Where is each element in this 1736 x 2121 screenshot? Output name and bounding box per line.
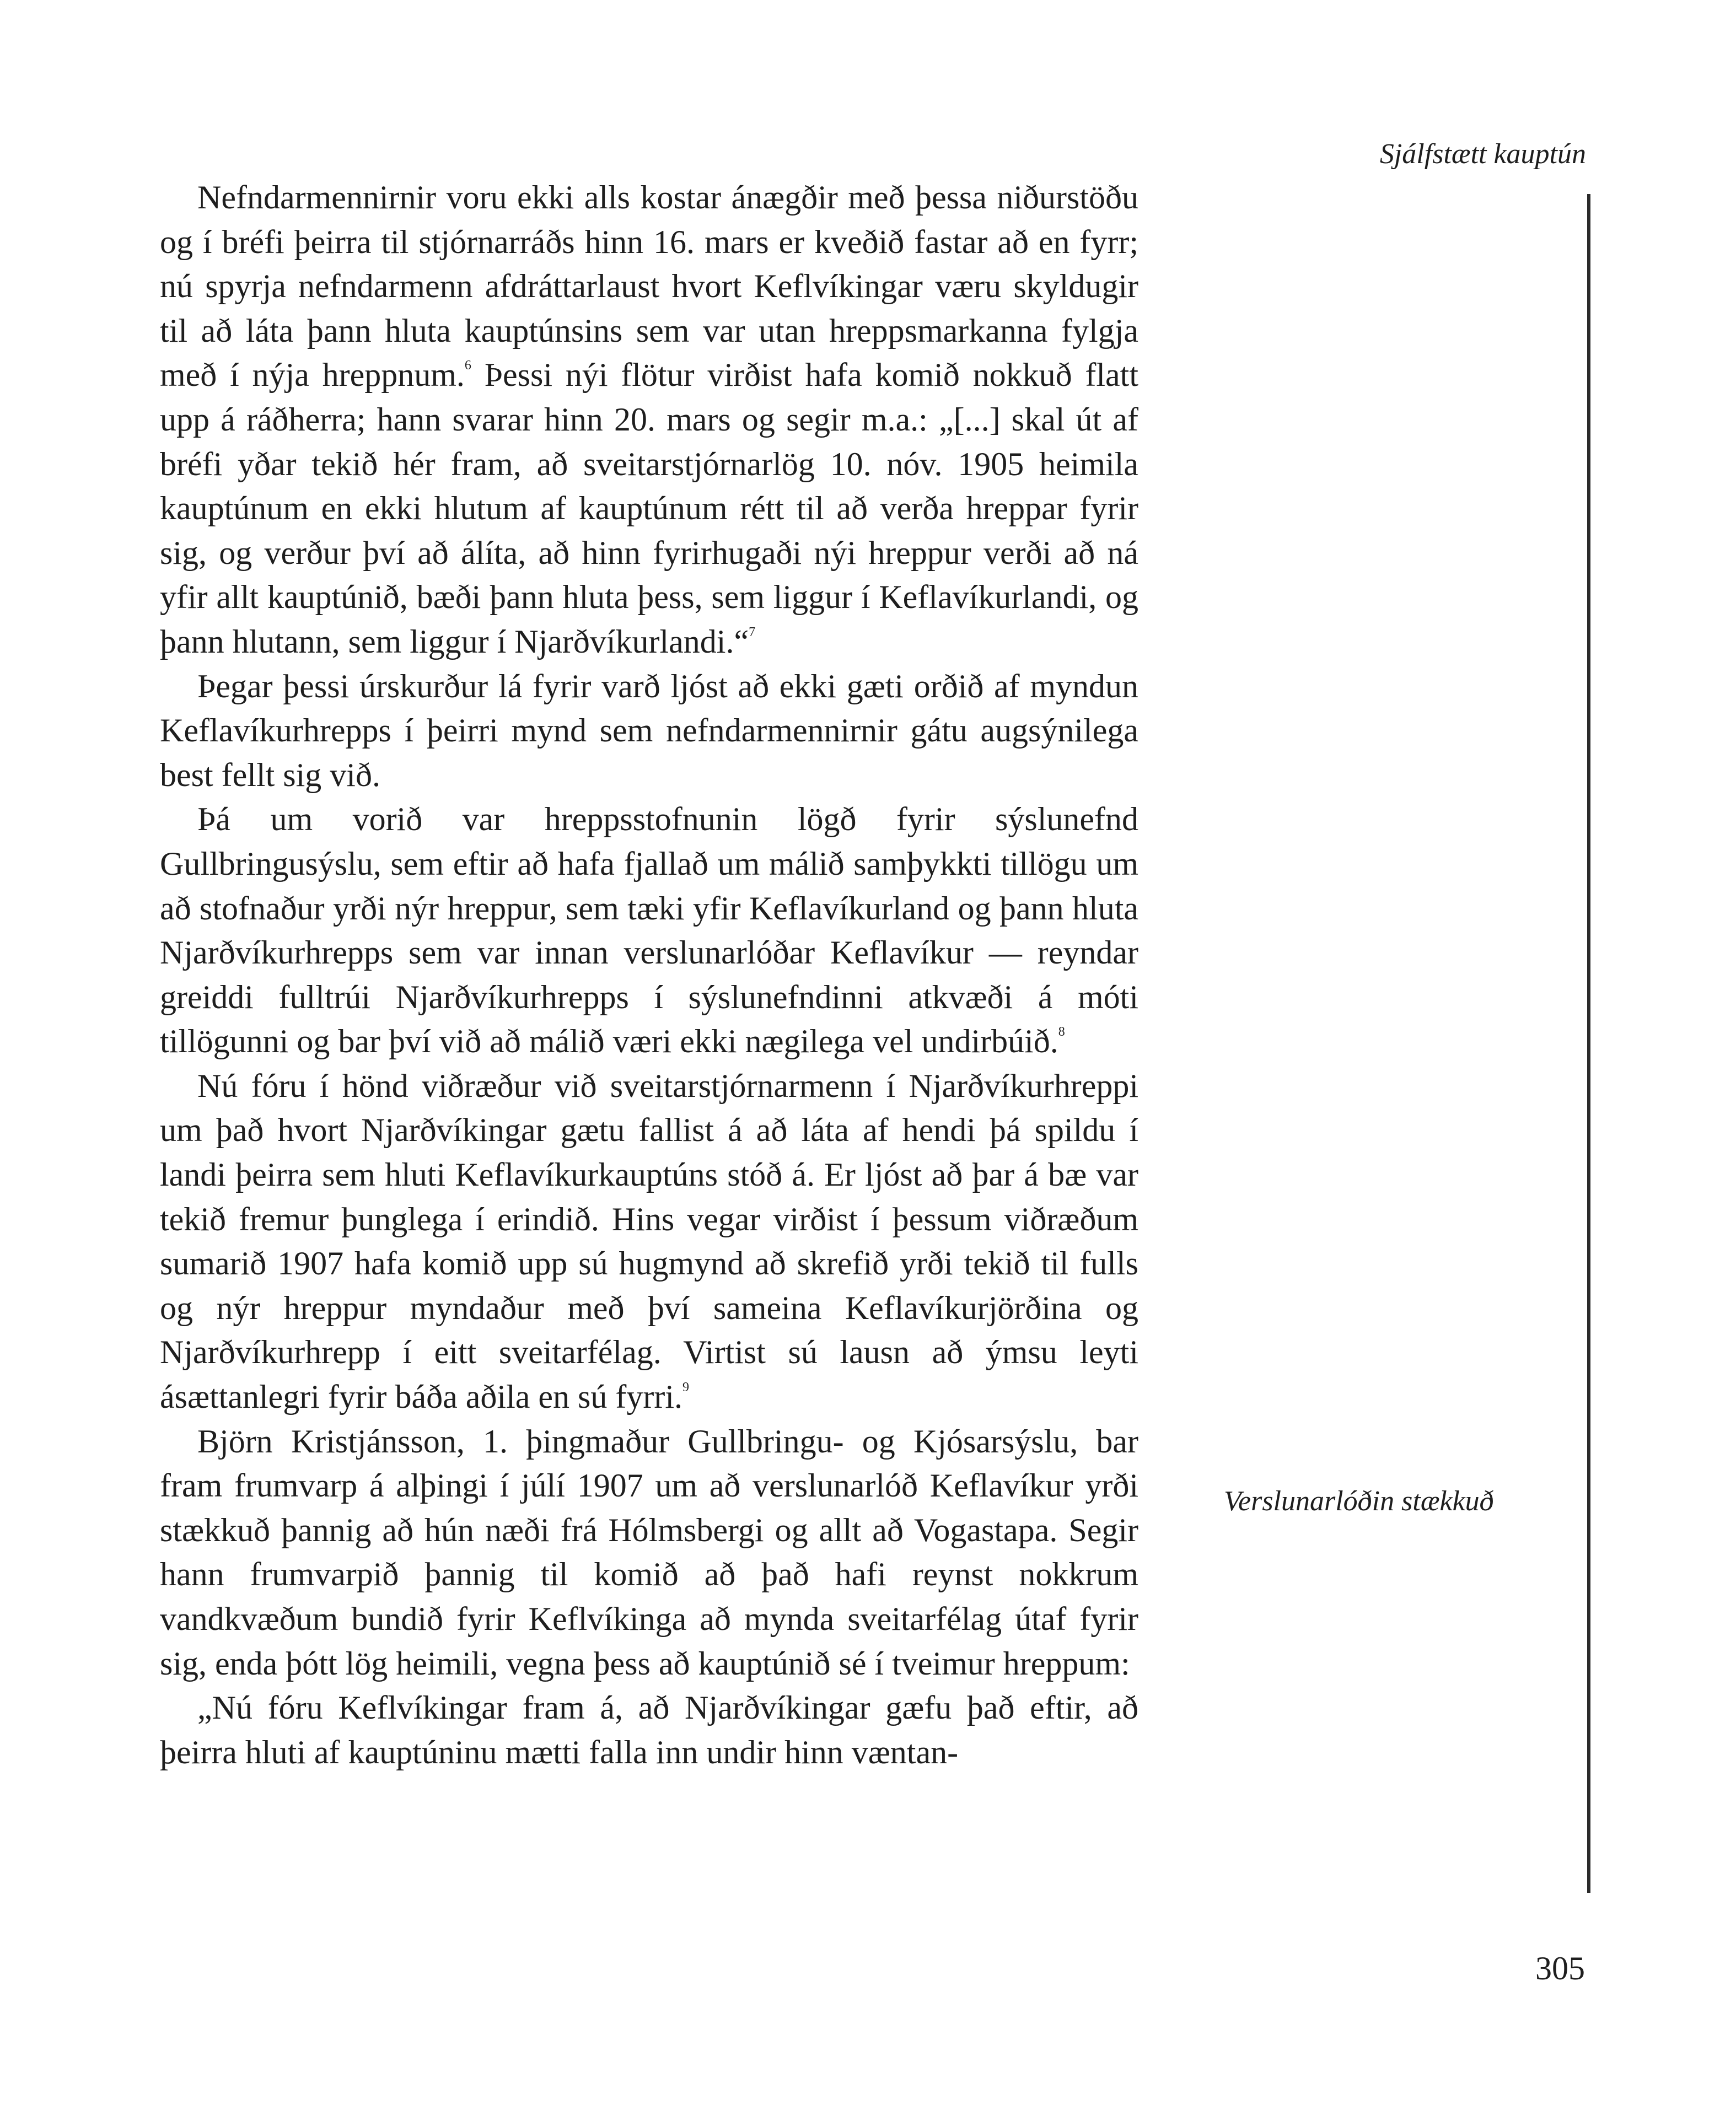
paragraph-1: Nefndarmennirnir voru ekki alls kostar ánægðir með þessa niðurstöðu og í bréfi þeirra til stjórnarráðs hinn 16. mars er kveðið fastar að en fyrr; nú spyrja nefndarmenn afdráttarlaust hvort Keflvíkingar væru skyldugir til að láta þann hluta kauptúnsins sem var utan hreppsmarkanna fylgja með í nýja hreppnum.$^6$ Þessi nýi flötur virðist hafa komið nokkuð flatt upp á ráðherra; hann svarar hinn 20. mars og segir m.a.: „[...] skal út af bréfi yðar tekið hér fram, að sveitarstjórnarlög 10. nóv. 1905 heimila kauptúnum en ekki hlutum af kauptúnum rétt til að verða hreppar fyrir sig, og verður því að álíta, að hinn fyrirhugaði nýi hreppur verði að ná yfir allt kauptúnið, bæði þann hluta þess, sem liggur í Keflavíkurlandi, og þann hlutann, sem liggur í Njarðvíkurlandi.“$^7$ [160,179,1138,660]
body-text [160,175,1138,1774]
margin-note: Verslunarlóðin stækkuð [1224,1485,1494,1517]
page-number: 305 [1535,1950,1585,1987]
vertical-rule [1587,194,1590,1893]
paragraph-2: Þegar þessi úrskurður lá fyrir varð ljóst að ekki gæti orðið af myndun Keflavíkurhrepps í þeirri mynd sem nefndarmennirnir gátu augsýnilega best fellt sig við. [160,667,1138,793]
running-head: Sjálfstætt kauptún [1379,138,1586,170]
paragraph-6-quote: „Nú fóru Keflvíkingar fram á, að Njarðvíkingar gæfu það eftir, að þeirra hluti af kauptúninu mætti falla inn undir hinn væntan- [160,1689,1138,1770]
paragraph-3: Þá um vorið var hreppsstofnunin lögð fyrir sýslunefnd Gullbringusýslu, sem eftir að hafa fjallað um málið samþykkti tillögu um að stofnaður yrði nýr hreppur, sem tæki yfir Keflavíkurland og þann hluta Njarðvíkurhrepps sem var innan verslunarlóðar Keflavíkur — reyndar greiddi fulltrúi Njarðvíkurhrepps í sýslunefndinni atkvæði á móti tillögunni og bar því við að málið væri ekki nægilega vel undirbúið.$^8$ [160,801,1138,1060]
footnote-ref-9: 9 [682,1380,689,1395]
footnote-ref-7: 7 [749,625,756,639]
paragraph-4: Nú fóru í hönd viðræður við sveitarstjórnarmenn í Njarðvíkurhreppi um það hvort Njarðvíkingar gætu fallist á að láta af hendi þá spildu í landi þeirra sem hluti Keflavíkurkauptúns stóð á. Er ljóst að þar á bæ var tekið fremur þunglega í erindið. Hins vegar virðist í þessum viðræðum sumarið 1907 hafa komið upp sú hugmynd að skrefið yrði tekið til fulls og nýr hreppur myndaður með því sameina Keflavíkurjörðina og Njarðvíkurhrepp í eitt sveitarfélag. Virtist sú lausn að ýmsu leyti ásættanlegri fyrir báða aðila en sú fyrri.$^9$ [160,1067,1138,1415]
footnote-ref-8: 8 [1058,1025,1065,1040]
paragraph-5: Björn Kristjánsson, 1. þingmaður Gullbringu- og Kjósarsýslu, bar fram frumvarp á alþingi í júlí 1907 um að verslunarlóð Keflavíkur yrði stækkuð þannig að hún næði frá Hólmsbergi og allt að Vogastapa. Segir hann frumvarpið þannig til komið að það hafi reynst nokkrum vandkvæðum bundið fyrir Keflvíkinga að mynda sveitarfélag útaf fyrir sig, enda þótt lög heimili, vegna þess að kauptúnið sé í tveimur hreppum: [160,1423,1138,1682]
footnote-ref-6: 6 [464,358,471,373]
